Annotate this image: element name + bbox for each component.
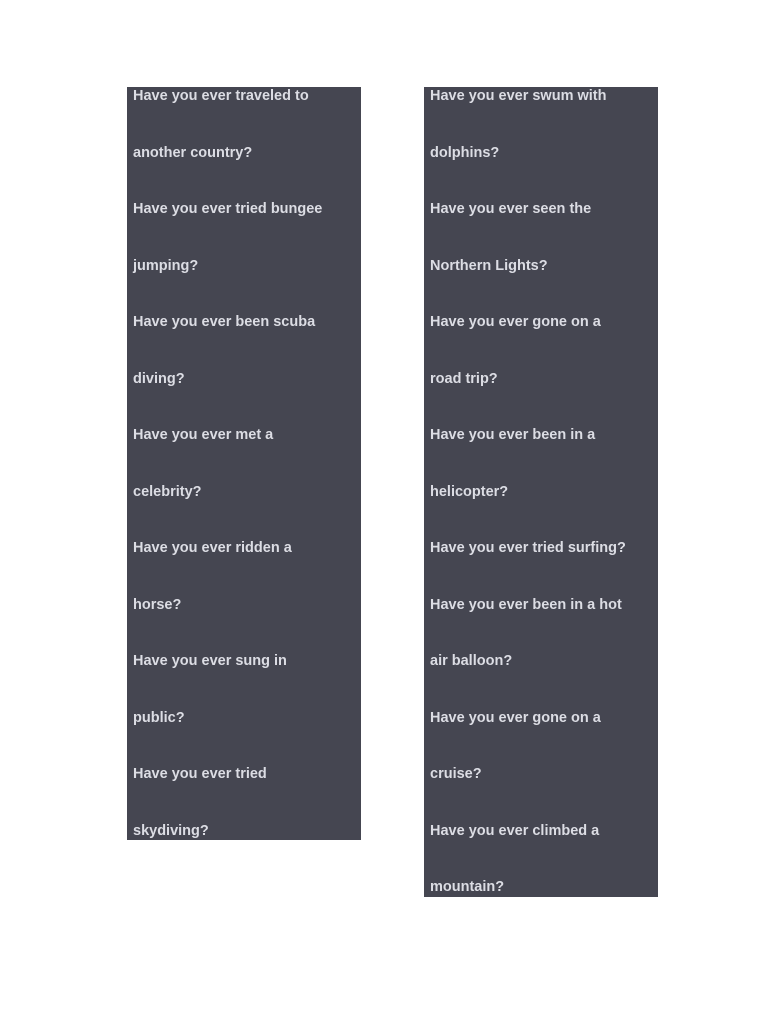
question-line: Have you ever been scuba — [133, 314, 316, 330]
question-line: Have you ever tried — [133, 766, 267, 782]
question-line: Have you ever traveled to — [133, 88, 309, 104]
question-line: Have you ever been in a — [430, 427, 596, 443]
question-line: cruise? — [430, 766, 482, 782]
question-line: Have you ever gone on a — [430, 314, 601, 330]
question-line: Have you ever gone on a — [430, 709, 601, 726]
question-line: Have you ever tried bungee — [133, 201, 323, 217]
question-line: Have you ever swum with — [430, 88, 607, 104]
left-question-column — [127, 87, 361, 840]
question-line: horse? — [133, 596, 182, 613]
question-line: dolphins? — [430, 144, 500, 161]
question-line: jumping? — [133, 257, 199, 274]
question-line: road trip? — [430, 370, 498, 387]
question-line: another country? — [133, 144, 253, 161]
right-question-column — [424, 87, 658, 897]
question-line: celebrity? — [133, 483, 202, 500]
question-line: diving? — [133, 370, 185, 387]
question-line: skydiving? — [133, 822, 209, 839]
question-line: public? — [133, 709, 185, 726]
question-line: Have you ever ridden a — [133, 540, 292, 556]
question-line: Have you ever climbed a — [430, 822, 600, 839]
question-line: Have you ever been in a hot — [430, 596, 622, 613]
question-line: Have you ever met a — [133, 427, 274, 443]
question-line: Have you ever seen the — [430, 201, 592, 217]
question-line: mountain? — [430, 879, 505, 895]
question-line: helicopter? — [430, 483, 509, 500]
question-line: air balloon? — [430, 653, 513, 669]
question-line: Northern Lights? — [430, 257, 548, 274]
question-line: Have you ever tried surfing? — [430, 540, 626, 556]
question-line: Have you ever sung in — [133, 653, 287, 669]
